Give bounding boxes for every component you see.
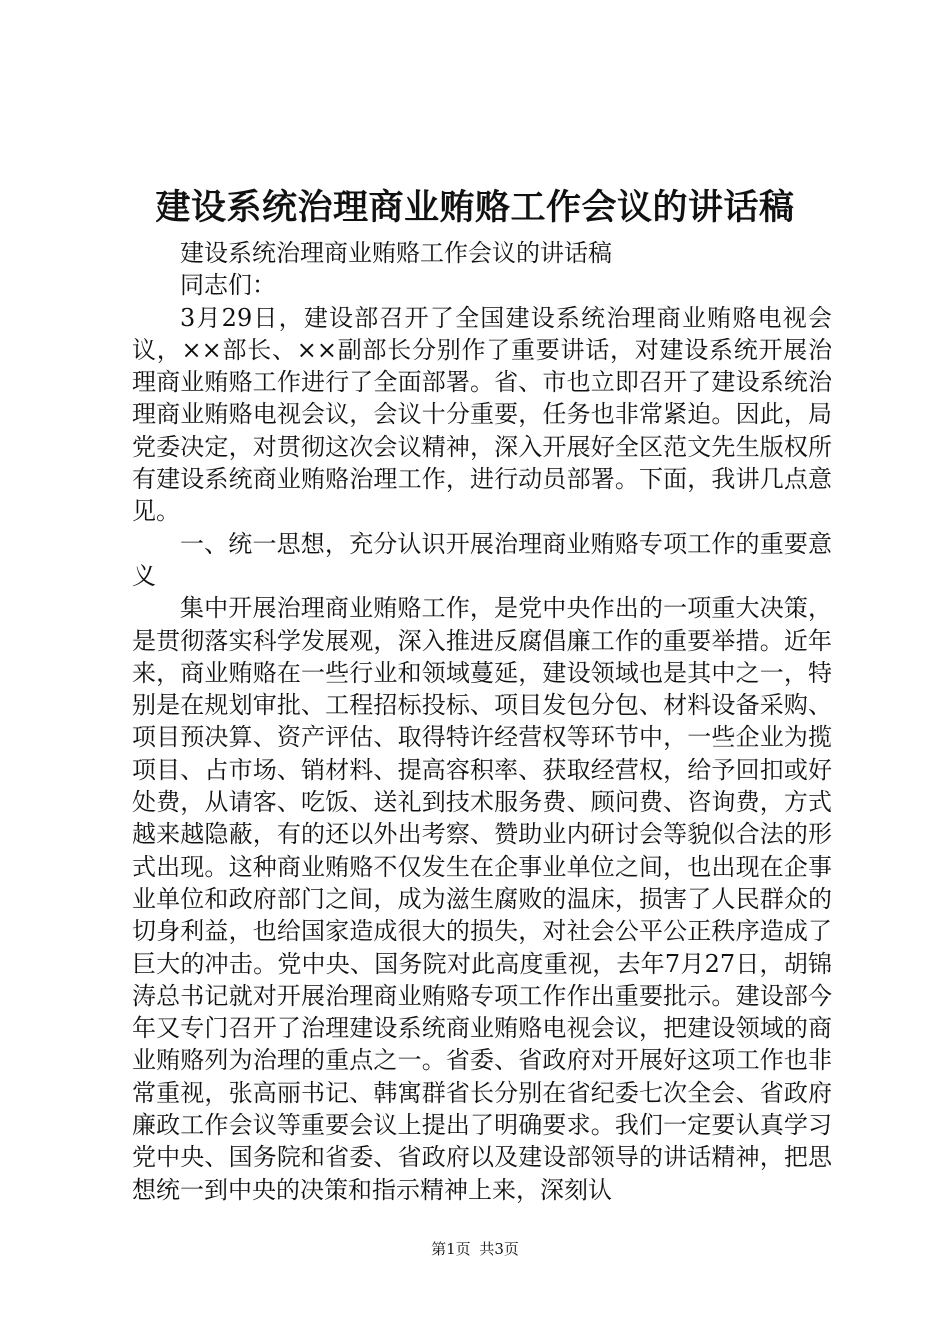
- paragraph-section-heading: 一、统一思想，充分认识开展治理商业贿赂专项工作的重要意义: [132, 529, 832, 590]
- paragraph-body: 集中开展治理商业贿赂工作，是党中央作出的一项重大决策，是贯彻落实科学发展观，深入推进反腐倡廉工作的重要举措。近年来，商业贿赂在一些行业和领域蔓延，建设领域也是其中之一，特别是在规划审批、工程招标投标、项目发包分包、材料设备采购、项目预决算、资产评估、取得特许经营权等环节中，一些企业为揽项目、占市场、销材料、提高容积率、获取经营权，给予回扣或好处费，从请客、吃饭、送礼到技术服务费、顾问费、咨询费，方式越来越隐蔽，有的还以外出考察、赞助业内研讨会等貌似合法的形式出现。这种商业贿赂不仅发生在企事业单位之间，也出现在企事业单位和政府部门之间，成为滋生腐败的温床，损害了人民群众的切身利益，也给国家造成很大的损失，对社会公平公正秩序造成了巨大的冲击。党中央、国务院对此高度重视，去年7月27日，胡锦涛总书记就对开展治理商业贿赂专项工作作出重要批示。建设部今年又专门召开了治理建设系统商业贿赂电视会议，把建设领域的商业贿赂列为治理的重点之一。省委、省政府对开展好这项工作也非常重视，张高丽书记、韩寓群省长分别在省纪委七次全会、省政府廉政工作会议等重要会议上提出了明确要求。我们一定要认真学习党中央、国务院和省委、省政府以及建设部领导的讲话精神，把思想统一到中央的决策和指示精神上来，深刻认: [132, 594, 832, 1204]
- paragraph-intro: 3月29日，建设部召开了全国建设系统治理商业贿赂电视会议，××部长、××副部长分别作了重要讲话，对建设系统开展治理商业贿赂工作进行了全面部署。省、市也立即召开了建设系统治理商业贿赂电视会议，会议十分重要，任务也非常紧迫。因此，局党委决定，对贯彻这次会议精神，深入开展好全区范文先生版权所有建设系统商业贿赂治理工作，进行动员部署。下面，我讲几点意见。: [132, 303, 832, 526]
- page-number: 第1页: [431, 1240, 471, 1258]
- document-title: 建设系统治理商业贿赂工作会议的讲话稿: [155, 187, 795, 228]
- paragraph-subtitle: 建设系统治理商业贿赂工作会议的讲话稿: [180, 239, 612, 267]
- page-total: 共3页: [479, 1240, 519, 1258]
- document-body: [132, 237, 832, 1206]
- page-footer: [0, 1238, 950, 1260]
- paragraph-salutation: 同志们：: [180, 271, 276, 300]
